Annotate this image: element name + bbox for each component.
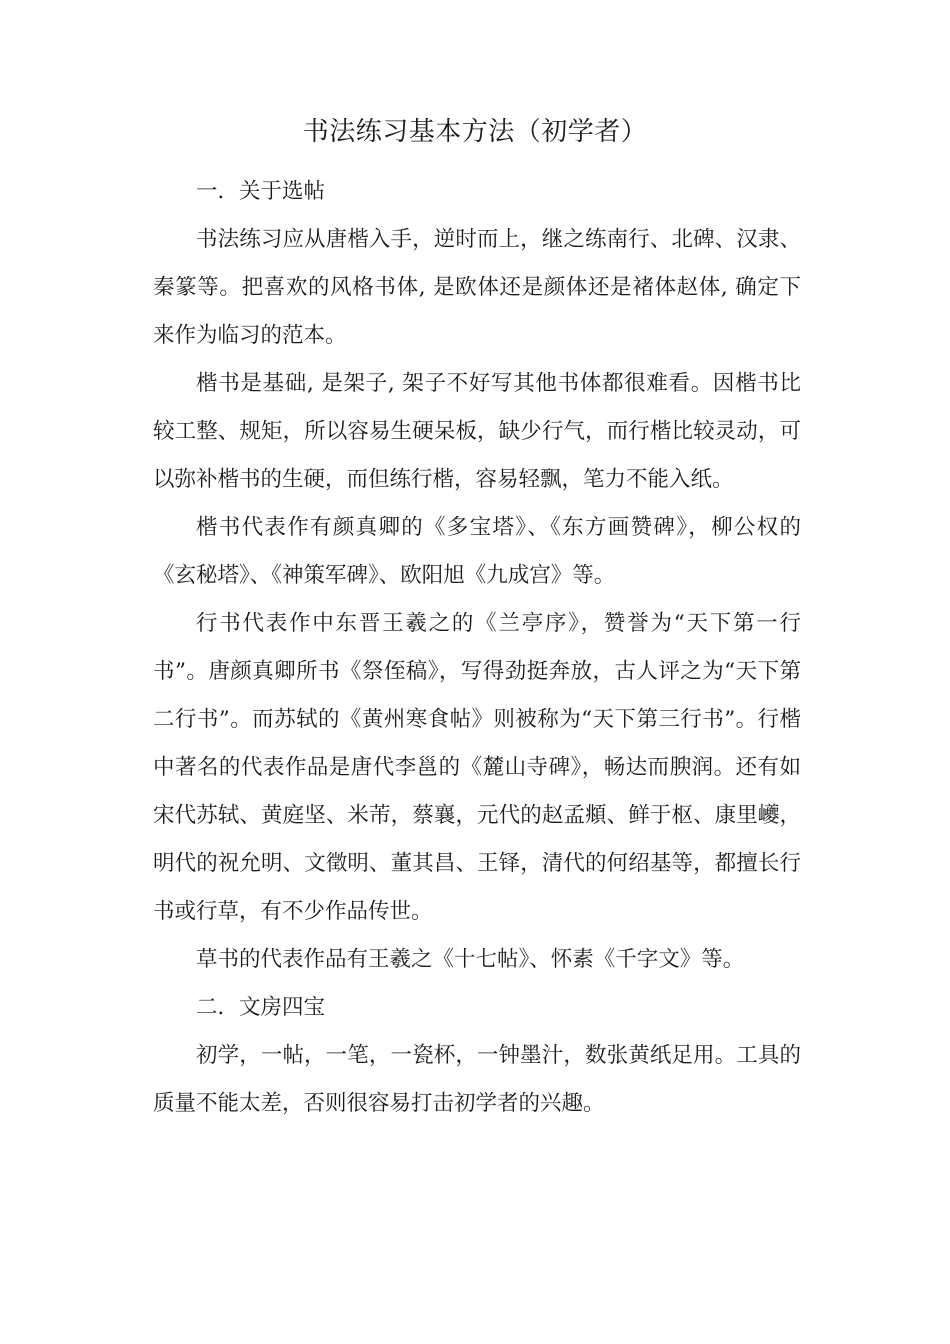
paragraph: 行书代表作中东晋王羲之的《兰亭序》，赞誉为“天下第一行书”。唐颜真卿所书《祭侄稿》，写得劲挺奔放，古人评之为“天下第二行书”。而苏轼的《黄州寒食帖》则被称为“天下第三行书”。行楷中著名的代表作品是唐代李邕的《麓山寺碑》，畅达而腴润。还有如宋代苏轼、黄庭坚、米芾，蔡襄，元代的赵孟頫、鲜于枢、康里巙，明代的祝允明、文徵明、董其昌、王铎，清代的何绍基等，都擅长行书或行草，有不少作品传世。 <box>153 611 801 924</box>
paragraph: 初学，一帖，一笔，一瓷杯，一钟墨汁，数张黄纸足用。工具的质量不能太差，否则很容易打击初学者的兴趣。 <box>153 1043 801 1116</box>
paragraph: 楷书是基础, 是架子, 架子不好写其他书体都很难看。因楷书比较工整、规矩，所以容易生硬呆板，缺少行气，而行楷比较灵动，可以弥补楷书的生硬，而但练行楷，容易轻飘，笔力不能入纸。 <box>153 371 801 492</box>
paragraph: 草书的代表作品有王羲之《十七帖》、怀素《千字文》等。 <box>196 947 745 972</box>
section-heading-four-treasures: 二．文房四宝 <box>196 995 326 1020</box>
document-title: 书法练习基本方法（初学者） <box>302 117 648 147</box>
paragraph: 楷书代表作有颜真卿的《多宝塔》、《东方画赞碑》，柳公权的《玄秘塔》、《神策军碑》、欧阳旭《九成宫》等。 <box>153 515 801 588</box>
document-body <box>153 168 801 1128</box>
paragraph: 书法练习应从唐楷入手，逆时而上，继之练南行、北碑、汉隶、秦篆等。把喜欢的风格书体, 是欧体还是颜体还是褚体赵体, 确定下来作为临习的范本。 <box>153 227 801 348</box>
section-heading-choosing-copybook: 一．关于选帖 <box>196 179 326 204</box>
